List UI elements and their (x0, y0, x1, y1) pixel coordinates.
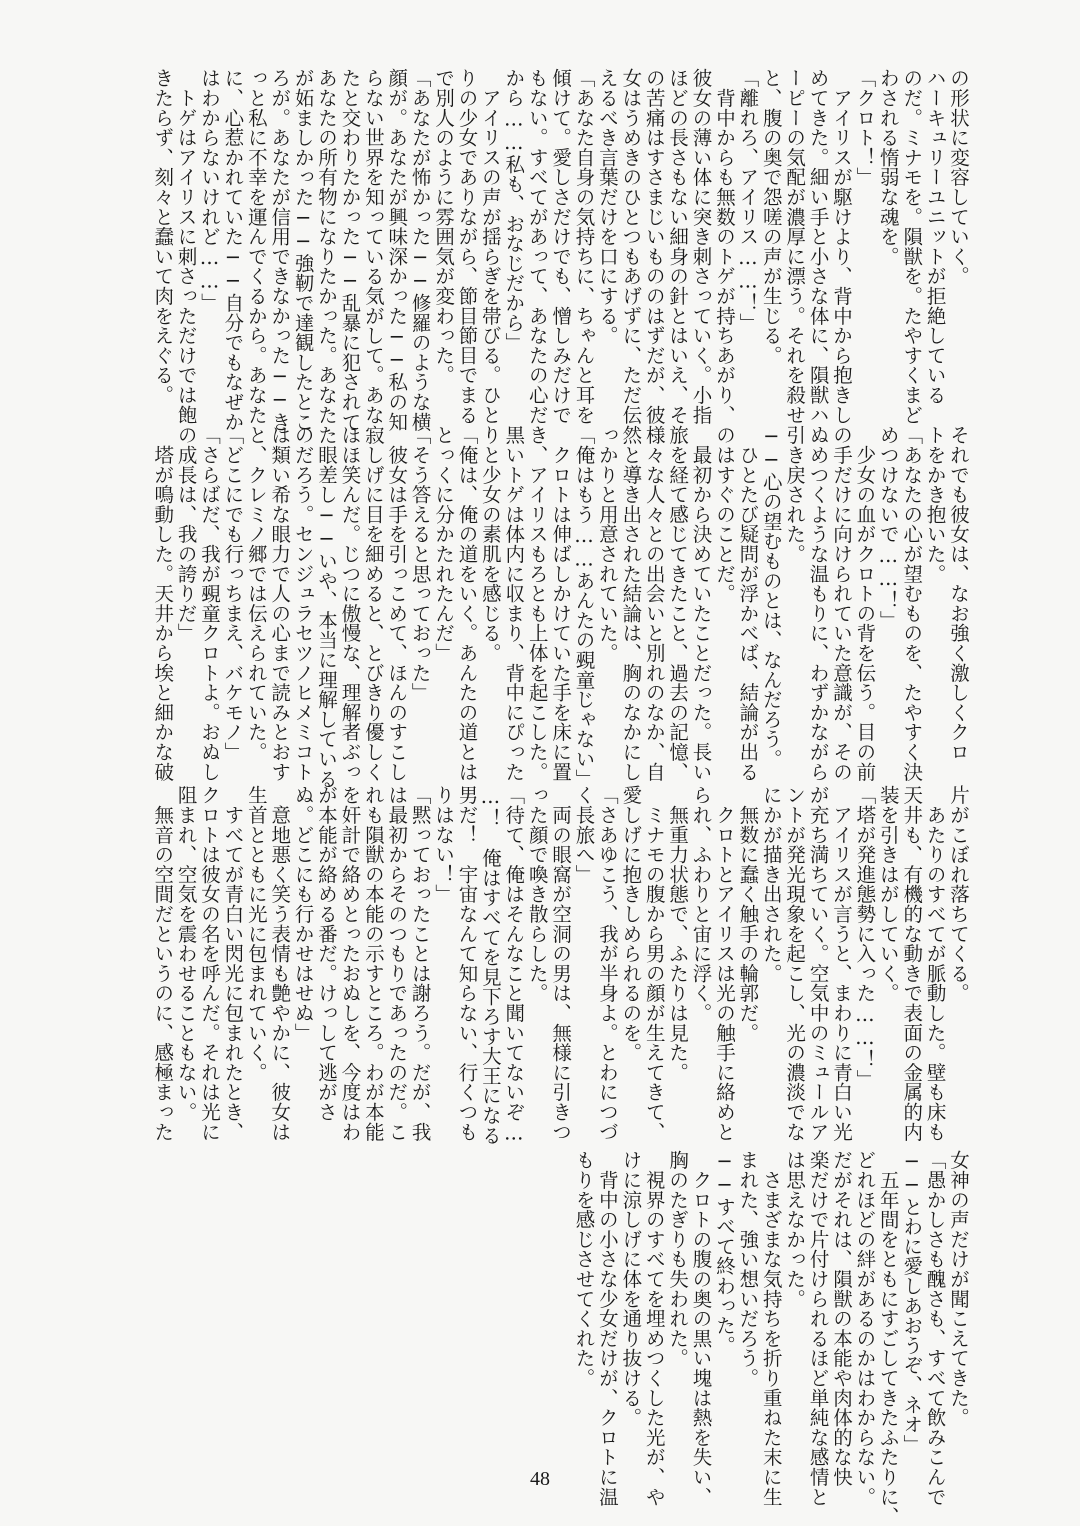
text-tier-3: 片がこぼれ落ちてくる。 あたりのすべてが脈動した。壁も床も 天井も、有機的な動きで表面の金属的内 装を引きはがしていく。 「塔が発進態勢に入った……！」 アイリスが言うと、まわりに青白い光 が充ち満ちていく。空気中のミュールア ントが発光現象を起こし、光の濃淡でな にかが描き出された。 無数に蠢く触手の輪郭だ。 クロトとアイリスは光の触手に絡めと られ、ふわりと宙に浮く。 無重力状態で、ふたりは見た。 ミナモの腹から男の顔が生えてきて、 愛しげに抱きしめられるのを。 「さあゆこう、我が半身よ。とわにつづ く長旅へ」 両の眼窩が空洞の男は、無様に引きつ った顔で喚き散らした。 「待て、俺はそんなこと聞いてないぞ… …！ 俺はすべてを見下ろす大王になる 男だ！ 宇宙なんて知らない、行くつも りはない！」 「黙っておったことは謝ろう。だが、我 は最初からそのつもりであったのだ。こ れも隕獣の本能の示すところ。わが本能 を奸計で絡めとったおぬしを、今度はわ が本能が絡める番だ。けっして逃がさ ぬ。どこにも行かせはせぬ」 意地悪く笑う表情も艶やかに、彼女は 生首とともに光に包まれていく。 すべてが青白い閃光に包まれたとき、 クロトは彼女の名を呼んだ。それは光に 阻まれ、空気を震わせることもない。 無音の空間だというのに、感極まった (151, 785, 970, 1145)
page-number: 48 (530, 1468, 550, 1490)
text-tier-2: それでも彼女は、なお強く激しくクロ トをかき抱いた。 「あなたの心が望むものを、たやすく決 めつけないで……！」 少女の血がクロトの背を伝う。目の前 の手だけに向けられていた意識が、その ぬめつくような温もりに、わずかながら 引き戻された。 ──心の望むものとは、なんだろう。 ひとたび疑問が浮かべば、結論が出る のはすぐのことだ。 最初から決めていたことだった。長い 旅を経て感じてきたこと、過去の記憶、 様々な人々との出会いと別れのなか、自 然と導き出された結論は、胸のなかにし っかりと用意されていた。 「俺はもう……あんたの覡童じゃない」 クロトは伸ばしかけていた手を床に置 き、アイリスもろとも上体を起こした。 黒いトゲは体内に収まり、背中にぴった りと少女の素肌を感じる。 「俺は、俺の道をいく。あんたの道とは とっくに分かたれたんだ」 「そう答えると思っておった」 彼女は手を引っこめて、ほんのすこし 寂しげに目を細めると、とびきり優しく ほほ笑んだ。じつに傲慢な、理解者ぶっ た眼差し──いや、本当に理解している のだろう。センジュラセツノヒメミコト は類い希な眼力で人の心まで読みとおす と、クレミノ郷では伝えられていた。 「どこにでも行っちまえ、バケモノ」 「さらばだ、我が覡童クロトよ。おぬし の成長は、我の誇りだ」 塔が鳴動した。天井から埃と細かな破 (151, 425, 970, 789)
text-tier-1: の形状に変容していく。 ハーキュリーユニットが拒絶している のだ。ミナモを。隕獣を。たやすくまど わされる惰弱な魂を。 「クロト！」 アイリスが駆けより、背中から抱きし めてきた。細い手と小さな体に、隕獣ハ ーピーの気配が濃厚に漂う。それを殺せ と、腹の奥で怨嗟の声が生じる。 「離れろ、アイリス……！」 背中からも無数のトゲが持ちあがり、 彼女の薄い体に突き刺さっていく。小指 ほどの長さもない細身の針とはいえ、そ の苦痛はすさまじいもののはずだが、彼 女はうめきのひとつもあげずに、ただ伝 えるべき言葉だけを口にする。 「あなた自身の気持ちに、ちゃんと耳を 傾けて。愛しさだけでも、憎しみだけで もない。すべてがあって、あなたの心だ から……私も、おなじだから」 アイリスの声が揺らぎを帯びる。ひと りの少女でありながら、節目節目でまる で別人のように雰囲気が変わった。 「あなたが怖かった──修羅のような横 顔が。あなたが興味深かった──私の知 らない世界を知っている気がして。あな たと交わりたかった──乱暴に犯されて あなたの所有物になりたかった。あなた が妬ましかった──強靭で達観したとこ ろが。あなたが信用できなかった──き っと私に不幸を運んでくるから。あなた に、心惹かれていた──自分でもなぜか はわからないけれど……」 トゲはアイリスに刺さっただけでは飽 きたらず、刻々と蠢いて肉をえぐる。 (151, 68, 970, 432)
text-tier-4: 女神の声だけが聞こえてきた。 「愚かしさも醜さも、すべて飲みこんで ──とわに愛しあおうぞ、ネオ」 五年間をともにすごしてきたふたりに、 どれほどの絆があるのかはわからない。 だがそれは、隕獣の本能や肉体的な快 楽だけで片付けられるほど単純な感情と は思えなかった。 さまざまな気持ちを折り重ねた末に生 まれた、強い想いだろう。 ──すべて終わった。 クロトの腹の奥の黒い塊は熱を失い、 胸のたぎりも失われた。 視界のすべてを埋めつくした光が、や けに涼しげに体を通り抜ける。 背中の小さな少女だけが、クロトに温 もりを感じさせてくれた。 (572, 1150, 970, 1526)
